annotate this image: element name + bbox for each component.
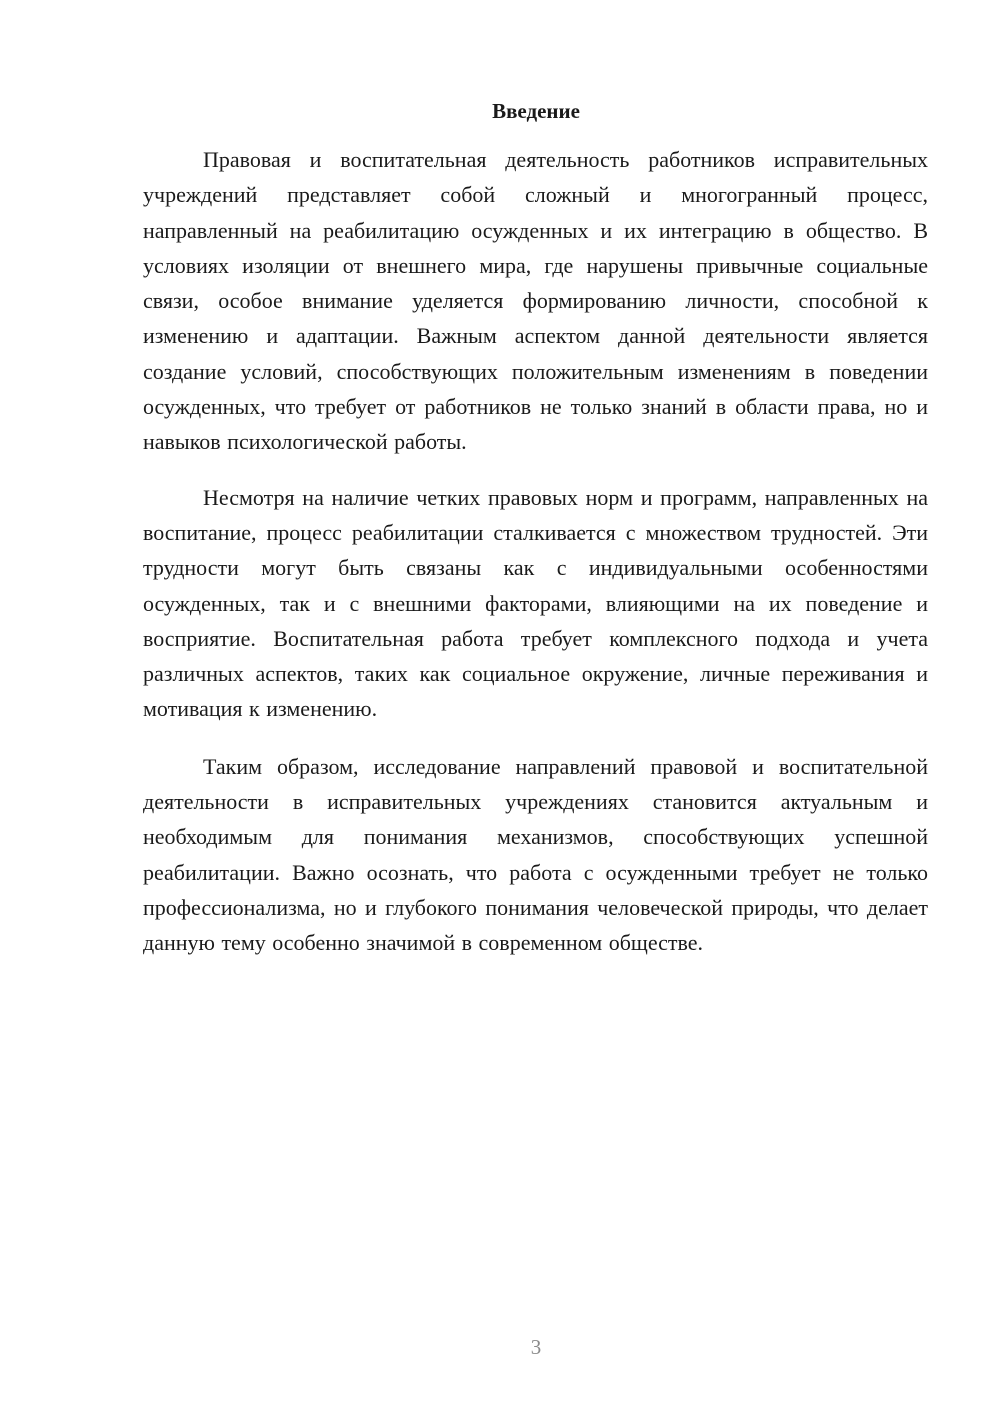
paragraph-3: Таким образом, исследование направлений правовой и воспитательной деятельности в исправительных учреждениях становится актуальным и необходимым для понимания механизмов, способствующих успешной реабилитации. Важно осознать, что работа с осужденными требует не только профессионализма, но и глубокого понимания человеческой природы, что делает данную тему особенно значимой в современном обществе. — [143, 753, 928, 956]
body-text — [143, 142, 928, 981]
paragraph-1: Правовая и воспитательная деятельность работников исправительных учреждений представляет собой сложный и многогранный процесс, направленный на реабилитацию осужденных и их интеграцию в общество. В условиях изоляции от внешнего мира, где нарушены привычные социальные связи, особое внимание уделяется формированию личности, способной к изменению и адаптации. Важным аспектом данной деятельности является создание условий, способствующих положительным изменениям в поведении осужденных, что требует от работников не только знаний в области права, но и навыков психологической работы. — [143, 147, 928, 455]
section-heading: Введение — [492, 99, 580, 123]
page-number: 3 — [530, 1335, 542, 1359]
paragraph-2: Несмотря на наличие четких правовых норм и программ, направленных на воспитание, процесс реабилитации сталкивается с множеством трудностей. Эти трудности могут быть связаны как с индивидуальными особенностями осужденных, так и с внешними факторами, влияющими на их поведение и восприятие. Воспитательная работа требует комплексного подхода и учета различных аспектов, таких как социальное окружение, личные переживания и мотивация к изменению. — [143, 484, 928, 722]
